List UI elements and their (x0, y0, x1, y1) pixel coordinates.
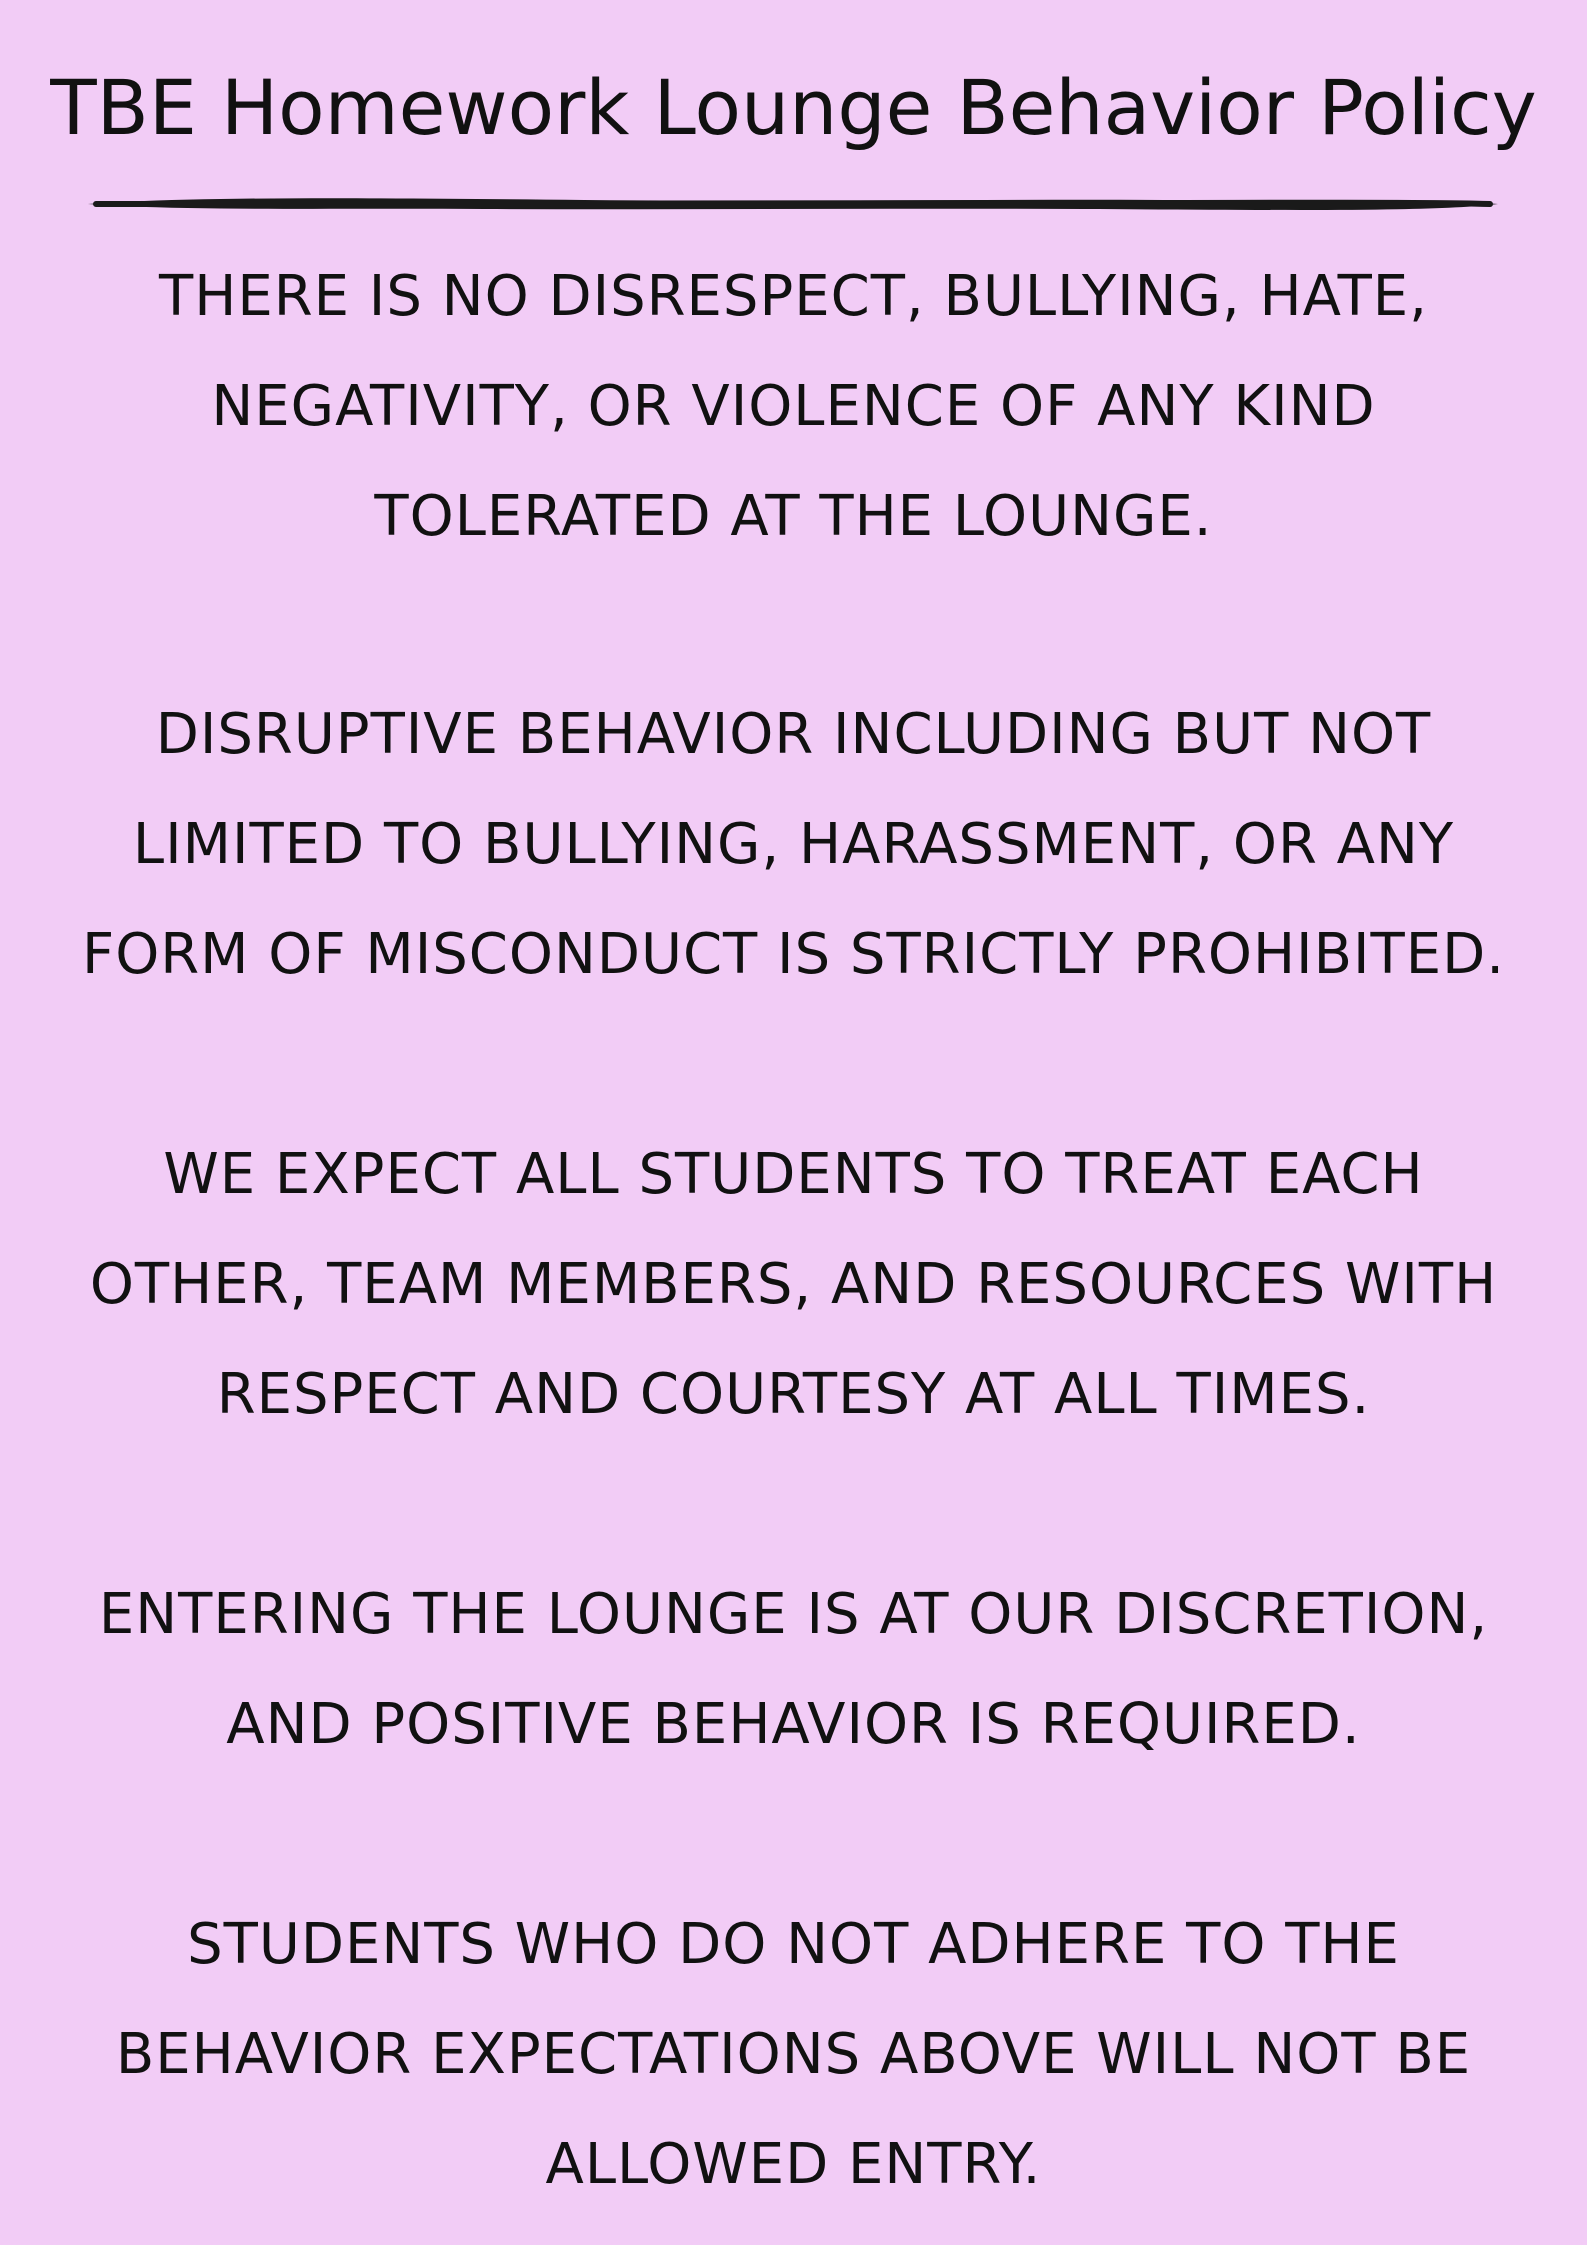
paragraph-line: LIMITED TO BULLYING, HARASSMENT, OR ANY (132, 812, 1455, 877)
paragraph-line: THERE IS NO DISRESPECT, BULLYING, HATE, (159, 264, 1428, 329)
paragraph-line: OTHER, TEAM MEMBERS, AND RESOURCES WITH (89, 1252, 1498, 1317)
paragraph-line: RESPECT AND COURTESY AT ALL TIMES. (216, 1362, 1371, 1427)
policy-paragraph-respect (40, 242, 1547, 572)
paragraph-line: ALLOWED ENTRY. (545, 2132, 1042, 2197)
paragraph-line: NEGATIVITY, OR VIOLENCE OF ANY KIND (211, 374, 1376, 439)
paragraph-line: STUDENTS WHO DO NOT ADHERE TO THE (187, 1912, 1400, 1977)
title-underline (84, 190, 1502, 218)
policy-paragraph-disruptive-behavior (40, 680, 1547, 1010)
paragraph-line: WE EXPECT ALL STUDENTS TO TREAT EACH (163, 1142, 1424, 1207)
paragraph-line: TOLERATED AT THE LOUNGE. (374, 484, 1213, 549)
policy-paragraph-entry-discretion (40, 1560, 1547, 1780)
page-title: TBE Homework Lounge Behavior Policy (50, 63, 1537, 152)
paragraph-line: AND POSITIVE BEHAVIOR IS REQUIRED. (226, 1692, 1361, 1757)
paragraph-line: FORM OF MISCONDUCT IS STRICTLY PROHIBITED. (81, 922, 1506, 987)
policy-paragraph-expectations (40, 1120, 1547, 1450)
paragraph-line: DISRUPTIVE BEHAVIOR INCLUDING BUT NOT (155, 702, 1432, 767)
paragraph-line: ENTERING THE LOUNGE IS AT OUR DISCRETION, (98, 1582, 1489, 1647)
paragraph-line: BEHAVIOR EXPECTATIONS ABOVE WILL NOT BE (115, 2022, 1472, 2087)
policy-paragraph-consequences (40, 1890, 1547, 2220)
